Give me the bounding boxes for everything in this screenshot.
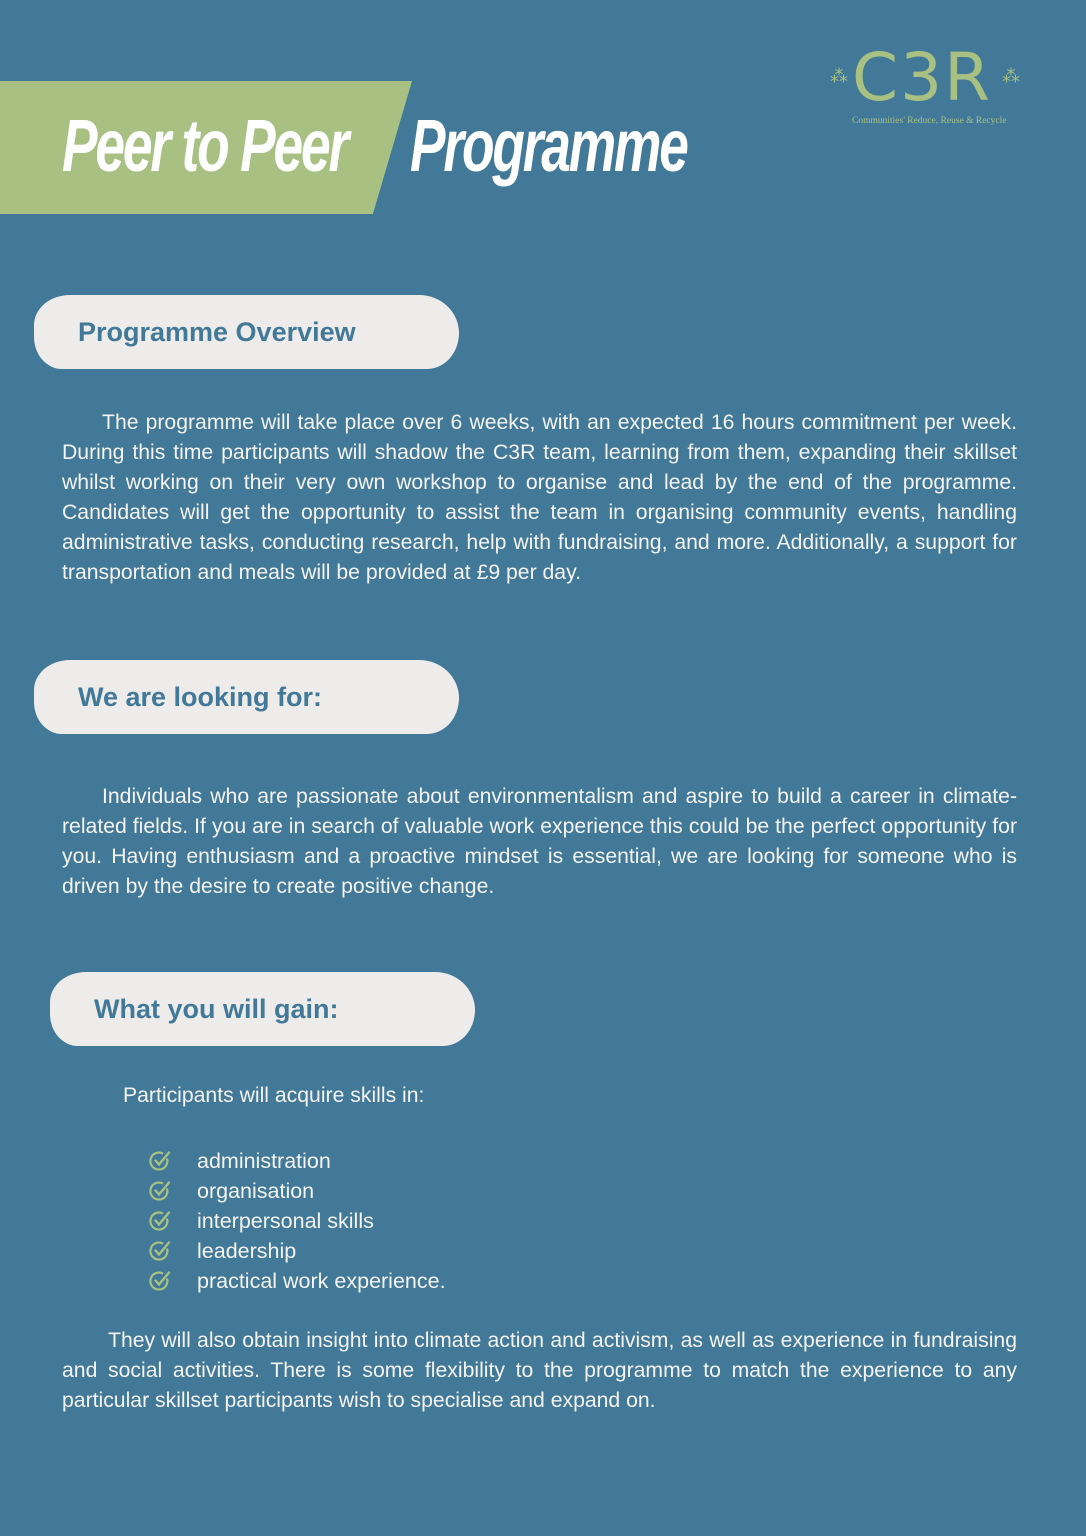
list-item (148, 1146, 446, 1176)
check-circle-icon (148, 1149, 172, 1173)
list-item (148, 1266, 446, 1296)
list-item (148, 1206, 446, 1236)
skills-list (148, 1146, 446, 1296)
section-heading-pill (34, 295, 459, 369)
section-heading: What you will gain: (94, 994, 339, 1024)
skill-label: leadership (197, 1239, 297, 1263)
section-heading-pill (50, 972, 475, 1046)
page-title-part2: Programme (410, 104, 687, 187)
check-circle-icon (148, 1179, 172, 1203)
c3r-logo (830, 40, 1030, 135)
section-heading: We are looking for: (78, 682, 323, 712)
skills-intro: Participants will acquire skills in: (123, 1084, 425, 1107)
section-heading: Programme Overview (78, 317, 356, 347)
check-circle-icon (148, 1209, 172, 1233)
check-circle-icon (148, 1269, 172, 1293)
check-circle-icon (148, 1239, 172, 1263)
gain-paragraph (62, 1326, 1017, 1416)
looking-for-paragraph (62, 782, 1017, 902)
looking-for-text: Individuals who are passionate about environmentalism and aspire to build a career in climate-related fields. If you are in search of valuable work experience this could be the perfect opportunity for you. Having enthusiasm and a proactive mindset is essential, we are looking for someone who is driven by the desire to create positive change. (62, 785, 1017, 899)
logo-mark: C3R (852, 39, 992, 116)
skill-label: organisation (197, 1179, 315, 1203)
overview-paragraph (62, 408, 1017, 589)
overview-text: The programme will take place over 6 weeks, with an expected 16 hours commitment per week. During this time participants will shadow the C3R team, learning from them, expanding their skillset whilst working on their very own workshop to organise and lead by the end of the programme. Candidates will get the opportunity to assist the team in organising community events, handling administrative tasks, conducting research, help with fundraising, and more. Additionally, a support for transportation and meals will be provided at £9 per day. (62, 411, 1017, 585)
leaf-sprig-icon: ⁂ (1002, 66, 1020, 86)
leaf-sprig-icon: ⁂ (830, 66, 848, 86)
skill-label: practical work experience. (197, 1269, 446, 1293)
list-item (148, 1176, 446, 1206)
list-item (148, 1236, 446, 1266)
skill-label: administration (197, 1149, 331, 1173)
page-title-part1: Peer to Peer (62, 104, 348, 187)
skill-label: interpersonal skills (197, 1209, 374, 1233)
gain-text: They will also obtain insight into climate action and activism, as well as experience in fundraising and social activities. There is some flexibility to the programme to match the experience to any particular skillset participants wish to specialise and expand on. (62, 1329, 1017, 1413)
logo-tagline: Communities' Reduce, Reuse & Recycle (852, 116, 1007, 126)
section-heading-pill (34, 660, 459, 734)
